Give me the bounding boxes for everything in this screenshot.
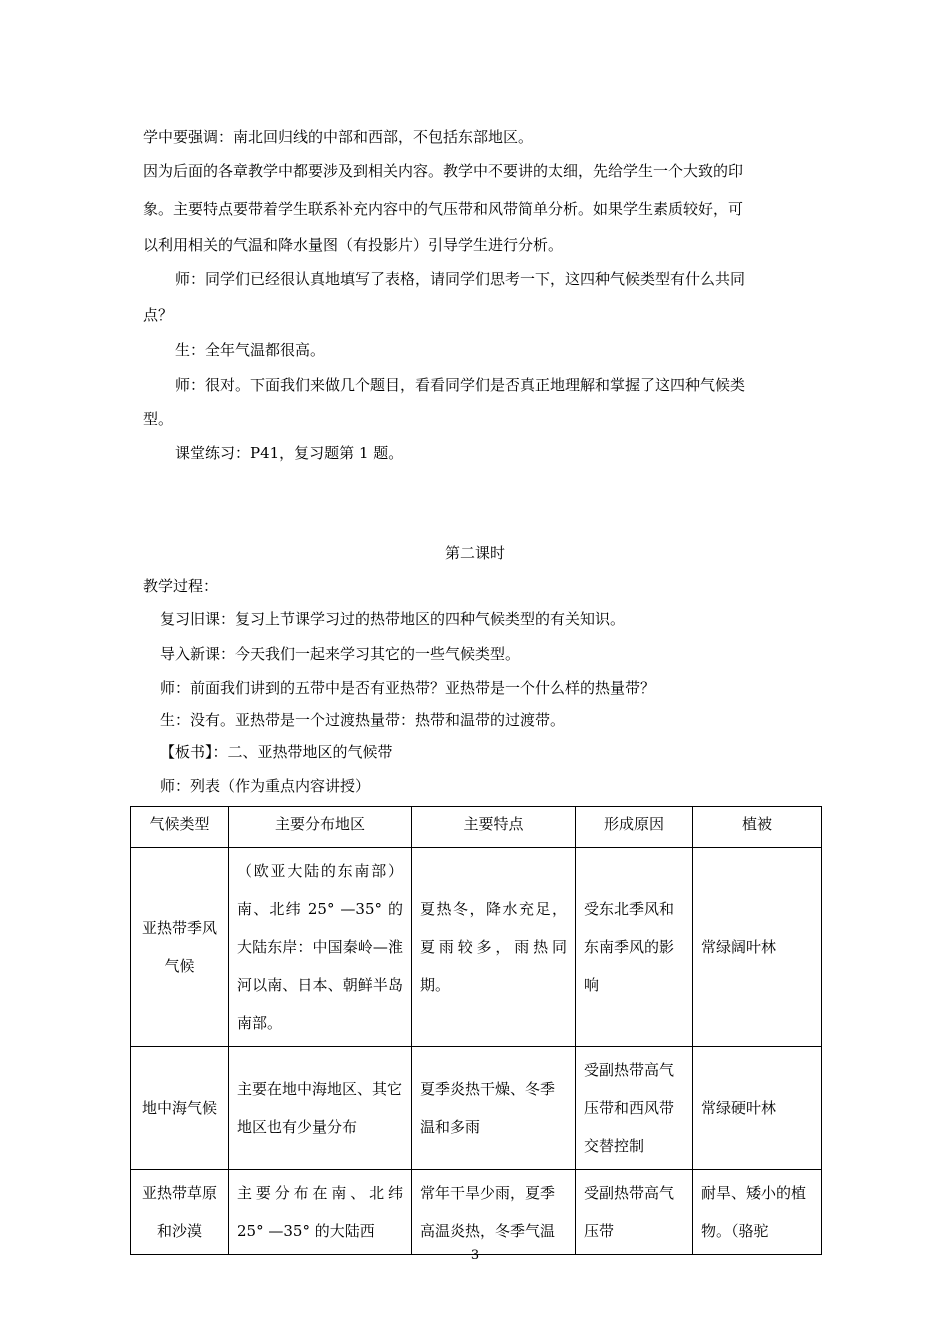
table-cell: （欧亚大陆的东南部）南、北纬 25° —35° 的大陆东岸：中国秦岭—淮河以南、日本、朝鲜半岛南部。 [229, 848, 412, 1047]
table-header: 主要分布地区 [229, 807, 412, 848]
section-title: 第二课时 [444, 544, 505, 562]
table-cell: 受副热带高气压带和西风带交替控制 [576, 1047, 693, 1170]
table-cell: 亚热带草原和沙漠 [131, 1170, 229, 1255]
table-cell: 常绿硬叶林 [693, 1047, 822, 1170]
lesson-line: 【板书】：二、亚热带地区的气候带 [160, 743, 393, 761]
table-header: 植被 [693, 807, 822, 848]
paragraph: 因为后面的各章教学中都要涉及到相关内容。教学中不要讲的太细，先给学生一个大致的印 [143, 162, 744, 180]
lesson-line: 复习旧课：复习上节课学习过的热带地区的四种气候类型的有关知识。 [160, 610, 626, 628]
table-header-row [131, 807, 822, 848]
table-row [131, 848, 822, 1047]
paragraph: 学中要强调：南北回归线的中部和西部，不包括东部地区。 [143, 128, 534, 146]
table-cell: 亚热带季风气候 [131, 848, 229, 1047]
table-header: 气候类型 [131, 807, 229, 848]
paragraph: 生：全年气温都很高。 [175, 341, 326, 359]
paragraph: 点？ [143, 306, 174, 324]
paragraph: 以利用相关的气温和降水量图（有投影片）引导学生进行分析。 [143, 236, 564, 254]
lesson-line: 导入新课：今天我们一起来学习其它的一些气候类型。 [160, 645, 521, 663]
paragraph: 象。主要特点要带着学生联系补充内容中的气压带和风带简单分析。如果学生素质较好，可 [143, 200, 744, 218]
table-row [131, 1047, 822, 1170]
table-cell: 受东北季风和东南季风的影响 [576, 848, 693, 1047]
paragraph: 型。 [143, 410, 174, 428]
lesson-line: 生：没有。亚热带是一个过渡热量带：热带和温带的过渡带。 [160, 711, 566, 729]
table-row [131, 1170, 822, 1255]
table-cell: 主要分布在南、北纬 25° —35° 的大陆西 [229, 1170, 412, 1255]
table-cell: 夏热冬，降水充足，夏雨较多，雨热同期。 [412, 848, 576, 1047]
paragraph: 师：同学们已经很认真地填写了表格，请同学们思考一下，这四种气候类型有什么共同 [175, 270, 746, 288]
page-number: 3 [470, 1248, 480, 1263]
table-header: 形成原因 [576, 807, 693, 848]
table-cell: 常年干旱少雨，夏季高温炎热，冬季气温 [412, 1170, 576, 1255]
lesson-line: 教学过程： [143, 577, 219, 595]
table-cell: 常绿阔叶林 [693, 848, 822, 1047]
climate-table [130, 806, 822, 1255]
lesson-line: 师：列表（作为重点内容讲授） [160, 777, 371, 795]
table-cell: 地中海气候 [131, 1047, 229, 1170]
table-cell: 夏季炎热干燥、冬季温和多雨 [412, 1047, 576, 1170]
table-cell: 主要在地中海地区、其它地区也有少量分布 [229, 1047, 412, 1170]
table-header: 主要特点 [412, 807, 576, 848]
paragraph: 师：很对。下面我们来做几个题目，看看同学们是否真正地理解和掌握了这四种气候类 [175, 376, 746, 394]
paragraph: 课堂练习：P41，复习题第 1 题。 [175, 444, 404, 462]
lesson-line: 师：前面我们讲到的五带中是否有亚热带？亚热带是一个什么样的热量带？ [160, 679, 656, 697]
table-cell: 受副热带高气压带 [576, 1170, 693, 1255]
table-cell: 耐旱、矮小的植物。（骆驼 [693, 1170, 822, 1255]
